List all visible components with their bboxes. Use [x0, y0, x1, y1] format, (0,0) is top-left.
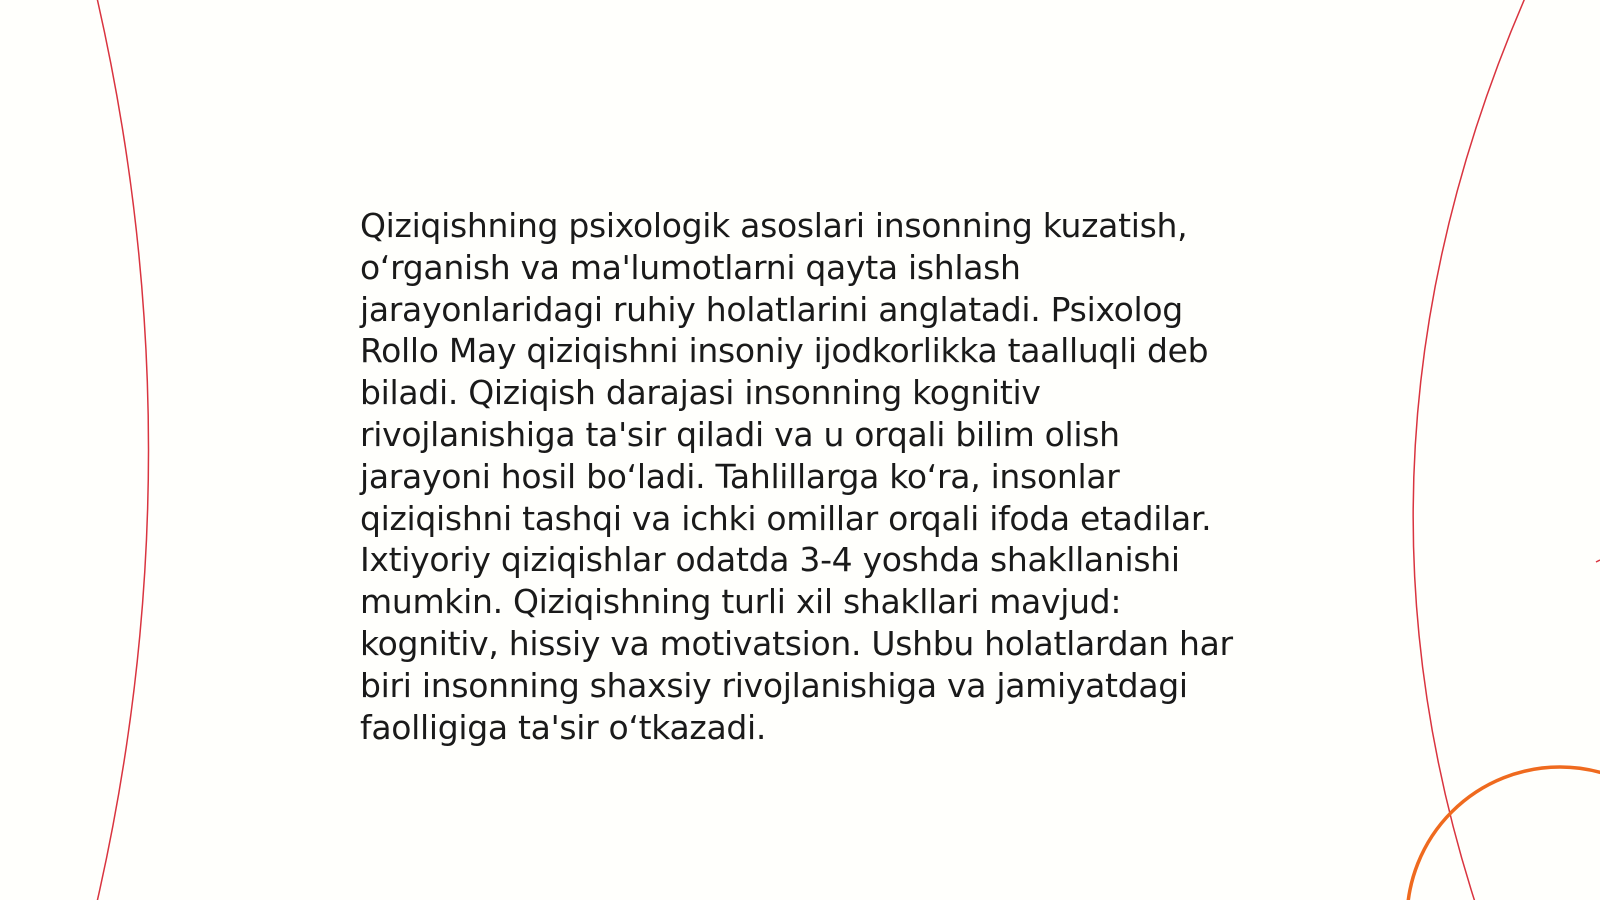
- body-paragraph: Qiziqishning psixologik asoslari insonning kuzatish, o‘rganish va ma'lumotlarni qayta ishlash jarayonlaridagi ruhiy holatlarini anglatadi. Psixolog Rollo May qiziqishni insoniy ijodkorlikka taalluqli deb biladi. Qiziqish darajasi insonning kognitiv rivojlanishiga ta'sir qiladi va u orqali bilim olish jarayoni hosil bo‘ladi. Tahlillarga ko‘ra, insonlar qiziqishni tashqi va ichki omillar orqali ifoda etadilar. Ixtiyoriy qiziqishlar odatda 3-4 yoshda shakllanishi mumkin. Qiziqishning turli xil shakllari mavjud: kognitiv, hissiy va motivatsion. Ushbu holatlardan har biri insonning shaxsiy rivojlanishiga va jamiyatdagi faolligiga ta'sir o‘tkazadi.: [360, 206, 1233, 747]
- orange-arc: [1407, 767, 1600, 900]
- left-curve-line: [97, 0, 149, 900]
- right-curve-line: [1413, 0, 1525, 900]
- right-edge-mark: [1596, 560, 1600, 562]
